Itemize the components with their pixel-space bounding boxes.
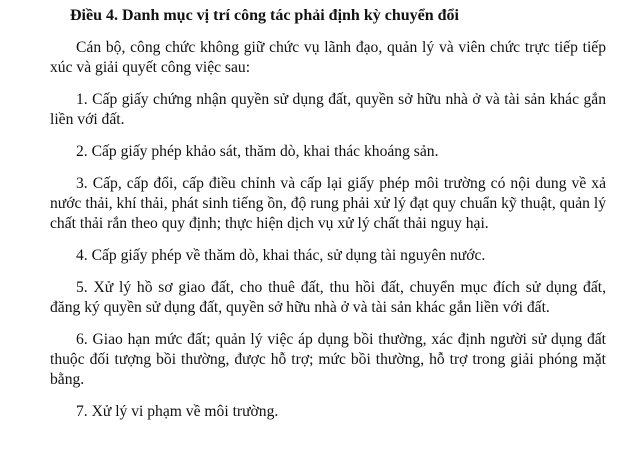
article-intro: Cán bộ, công chức không giữ chức vụ lãnh đạo, quản lý và viên chức trực tiếp tiếp xúc và giải quyết công việc sau: xyxy=(50,39,606,76)
article-heading: Điều 4. Danh mục vị trí công tác phải định kỳ chuyển đổi xyxy=(70,7,459,24)
list-item: 7. Xử lý vi phạm về môi trường. xyxy=(76,403,279,420)
list-item: 4. Cấp giấy phép về thăm dò, khai thác, sử dụng tài nguyên nước. xyxy=(76,247,486,264)
list-item: 3. Cấp, cấp đổi, cấp điều chỉnh và cấp lại giấy phép môi trường có nội dung về xả nước thải, khí thải, phát sinh tiếng ồn, độ rung phải xử lý đạt quy chuẩn kỹ thuật, quản lý chất thải rắn theo quy định; thực hiện dịch vụ xử lý chất thải nguy hại. xyxy=(50,175,606,232)
list-item: 2. Cấp giấy phép khảo sát, thăm dò, khai thác khoáng sản. xyxy=(76,143,439,160)
list-item: 6. Giao hạn mức đất; quản lý việc áp dụng bồi thường, xác định người sử dụng đất thuộc đối tượng bồi thường, được hỗ trợ; mức bồi thường, hỗ trợ trong giải phóng mặt bằng. xyxy=(50,331,606,388)
list-item: 1. Cấp giấy chứng nhận quyền sử dụng đất, quyền sở hữu nhà ở và tài sản khác gắn liền với đất. xyxy=(50,91,606,128)
list-item: 5. Xử lý hồ sơ giao đất, cho thuê đất, thu hồi đất, chuyển mục đích sử dụng đất, đăng ký quyền sử dụng đất, quyền sở hữu nhà ở và tài sản khác gắn liền với đất. xyxy=(50,279,606,316)
